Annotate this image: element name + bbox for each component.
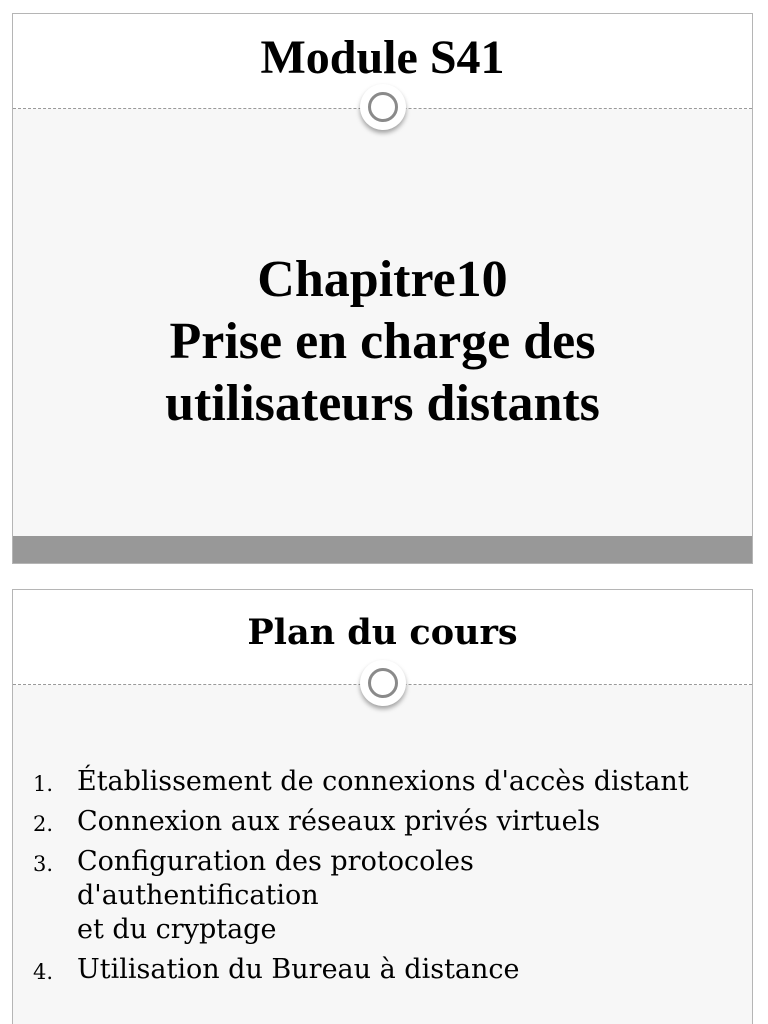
list-item-text (77, 953, 752, 987)
chapter-title-line: Chapitre10 (257, 251, 508, 308)
list-item (13, 765, 752, 799)
slide-title: Module S41 (260, 31, 505, 84)
list-item (13, 845, 752, 947)
list-number: 1. (33, 772, 54, 796)
list-item-line: Utilisation du Bureau à distance (77, 954, 520, 985)
ring-ornament (360, 660, 406, 706)
plan-slide (12, 589, 753, 1024)
chapter-title-line: utilisateurs distants (165, 375, 600, 432)
ring-ornament (360, 84, 406, 130)
slide-title: Plan du cours (247, 612, 518, 653)
list-number: 2. (33, 812, 54, 836)
list-item (13, 953, 752, 987)
title-slide (12, 13, 753, 564)
list-item-line: et du cryptage (77, 914, 277, 945)
list-item-line: Connexion aux réseaux privés virtuels (77, 806, 601, 837)
list-item-line: Configuration des protocoles (77, 846, 474, 877)
list-item-text (77, 805, 752, 839)
list-item-text (77, 845, 752, 947)
list-item-line: d'authentification (77, 880, 319, 911)
list-item-line: Établissement de connexions d'accès distant (77, 766, 689, 797)
course-outline-list (13, 765, 752, 993)
footer-bar (13, 536, 752, 563)
chapter-title (13, 249, 752, 435)
list-item (13, 805, 752, 839)
list-item-text (77, 765, 752, 799)
list-number: 4. (33, 960, 54, 984)
chapter-title-line: Prise en charge des (169, 313, 596, 370)
list-number: 3. (33, 852, 54, 876)
